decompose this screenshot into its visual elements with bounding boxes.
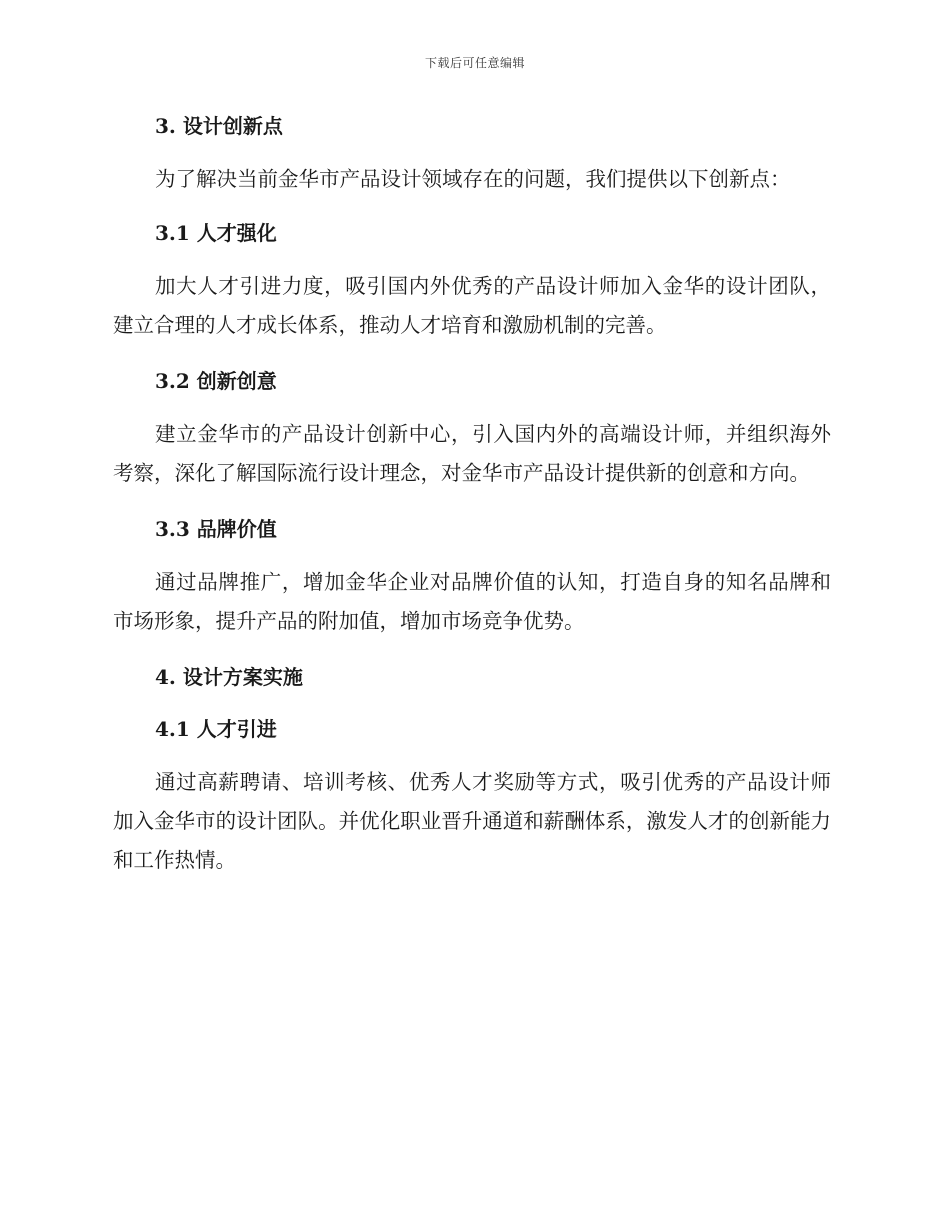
section-3-heading: 3. 设计创新点	[155, 114, 283, 138]
section-4-1-body: 通过高薪聘请、培训考核、优秀人才奖励等方式，吸引优秀的产品设计师加入金华市的设计团队。并优化职业晋升通道和薪酬体系，激发人才的创新能力和工作热情。	[113, 770, 831, 872]
section-3-1-body: 加大人才引进力度，吸引国内外优秀的产品设计师加入金华的设计团队，建立合理的人才成长体系，推动人才培育和激励机制的完善。	[113, 274, 831, 337]
page-header: 下载后可任意编辑	[424, 56, 525, 70]
section-3-intro: 为了解决当前金华市产品设计领域存在的问题，我们提供以下创新点：	[155, 167, 791, 191]
section-3-2-body: 建立金华市的产品设计创新中心，引入国内外的高端设计师，并组织海外考察，深化了解国际流行设计理念，对金华市产品设计提供新的创意和方向。	[113, 422, 831, 485]
section-3-3-heading: 3.3 品牌价值	[155, 517, 277, 541]
section-4-heading: 4. 设计方案实施	[155, 665, 303, 689]
section-4-1-heading: 4.1 人才引进	[155, 717, 277, 741]
section-3-1-heading: 3.1 人才强化	[155, 221, 277, 245]
document-body	[113, 108, 831, 880]
section-3-3-body: 通过品牌推广，增加金华企业对品牌价值的认知，打造自身的知名品牌和市场形象，提升产品的附加值，增加市场竞争优势。	[113, 570, 831, 633]
section-3-2-heading: 3.2 创新创意	[155, 369, 277, 393]
